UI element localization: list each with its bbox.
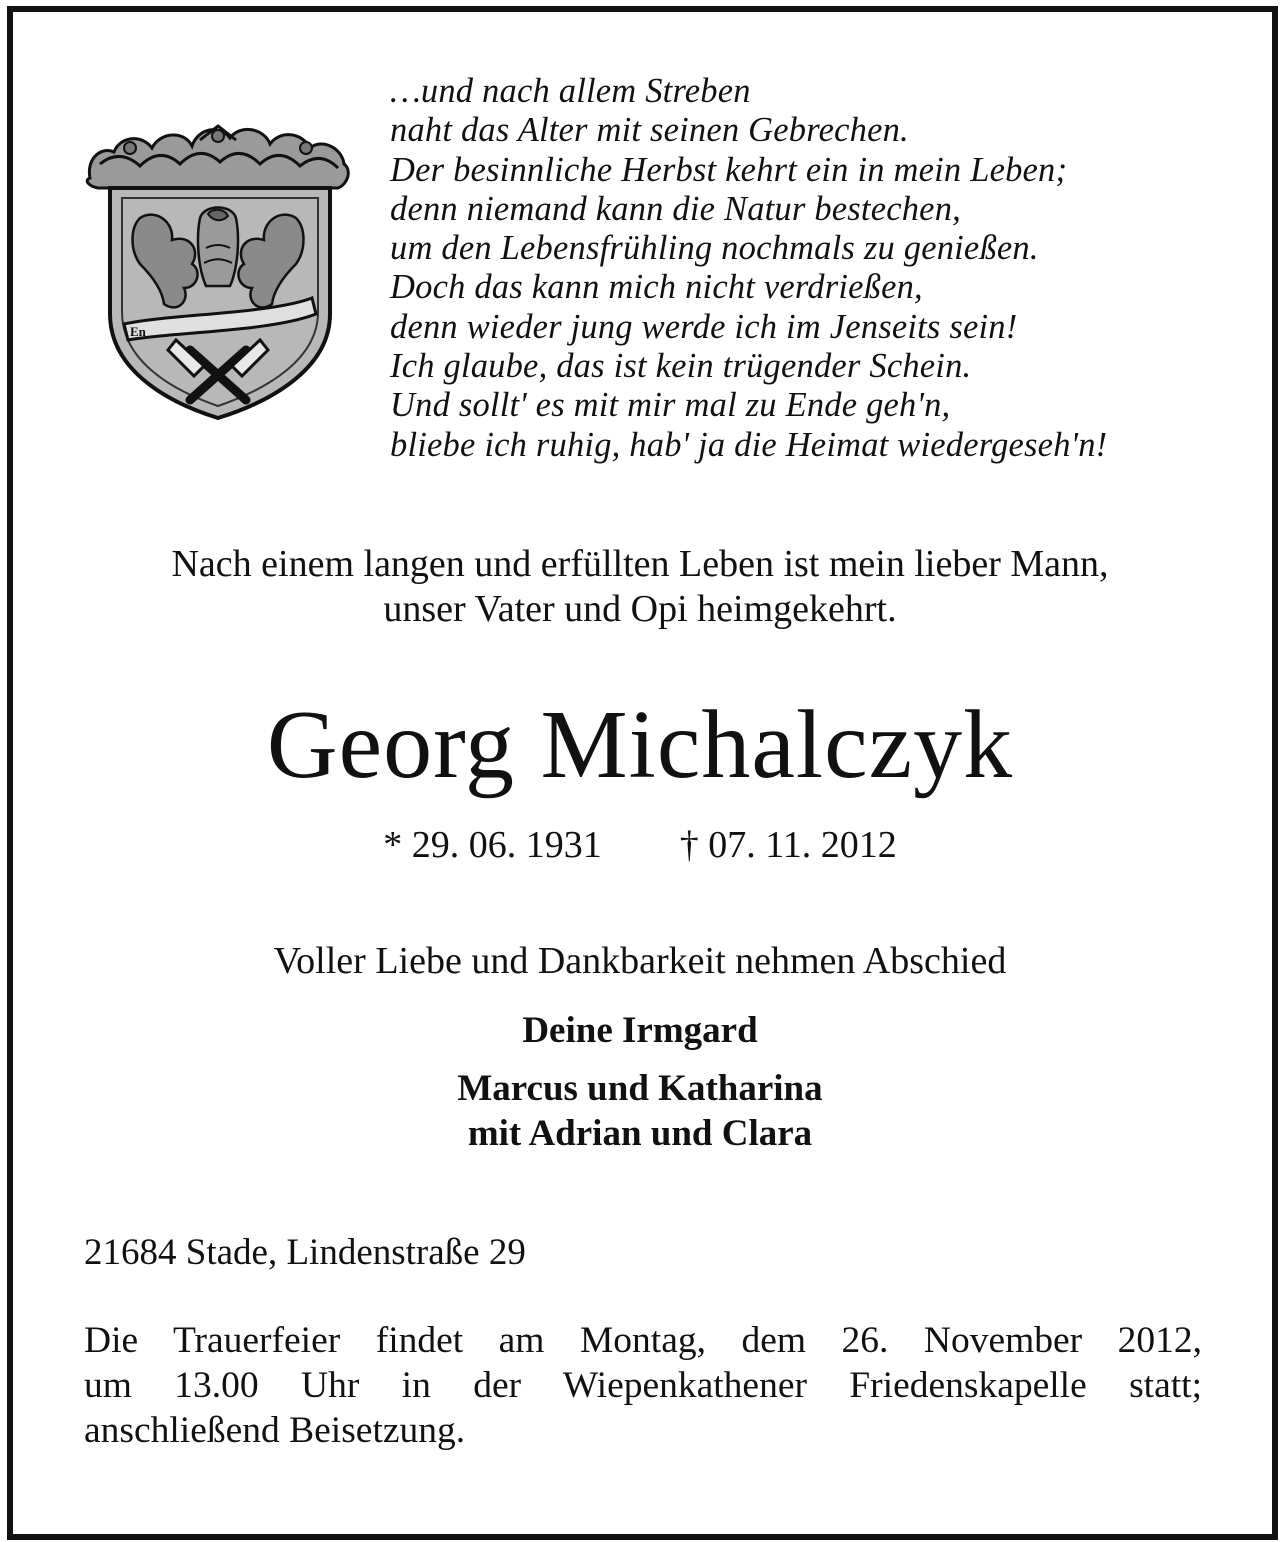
poem xyxy=(390,72,1250,465)
family-member: mit Adrian und Clara xyxy=(467,1113,813,1154)
poem-line: denn niemand kann die Natur bestechen, xyxy=(390,189,961,228)
ceremony-line-1: Die Trauerfeier findet am Montag, dem 26. November 2012, xyxy=(84,1320,1202,1361)
intro-text xyxy=(0,542,1280,632)
ceremony-line-3: anschließend Beisetzung. xyxy=(84,1410,466,1451)
poem-line: Ich glaube, das ist kein trügender Schein. xyxy=(390,347,972,386)
intro-line-2: unser Vater und Opi heimgekehrt. xyxy=(383,588,897,630)
poem-line: bliebe ich ruhig, hab' ja die Heimat wiedergeseh'n! xyxy=(390,425,1108,464)
family-member: Deine Irmgard xyxy=(522,1010,758,1051)
life-dates xyxy=(0,822,1280,868)
poem-line: Der besinnliche Herbst kehrt ein in mein Leben; xyxy=(390,150,1068,189)
poem-line: Doch das kann mich nicht verdrießen, xyxy=(390,268,923,307)
poem-line: …und nach allem Streben xyxy=(390,72,751,110)
banner-text: En xyxy=(130,324,146,339)
ceremony-line-2: um 13.00 Uhr in der Wiepenkathener Friedenskapelle statt; xyxy=(84,1365,1202,1406)
poem-line: um den Lebensfrühling nochmals zu genießen. xyxy=(390,229,1039,268)
coat-of-arms-icon xyxy=(80,118,356,422)
poem-line: naht das Alter mit seinen Gebrechen. xyxy=(390,111,909,150)
family-group xyxy=(0,1066,1280,1156)
farewell-text: Voller Liebe und Dankbarkeit nehmen Abschied xyxy=(273,940,1007,982)
address: 21684 Stade, Lindenstraße 29 xyxy=(84,1232,526,1273)
poem-line: Und sollt' es mit mir mal zu Ende geh'n, xyxy=(390,386,951,425)
intro-line-1: Nach einem langen und erfüllten Leben ist mein lieber Mann, xyxy=(171,543,1109,585)
family-member: Marcus und Katharina xyxy=(457,1068,823,1109)
deceased-name: Georg Michalczyk xyxy=(266,691,1014,799)
crown-icon xyxy=(87,126,348,188)
ceremony-info xyxy=(84,1318,1202,1453)
poem-line: denn wieder jung werde ich im Jenseits sein! xyxy=(390,307,1018,346)
birth-date: * 29. 06. 1931 xyxy=(383,824,602,866)
death-date: † 07. 11. 2012 xyxy=(679,824,897,866)
